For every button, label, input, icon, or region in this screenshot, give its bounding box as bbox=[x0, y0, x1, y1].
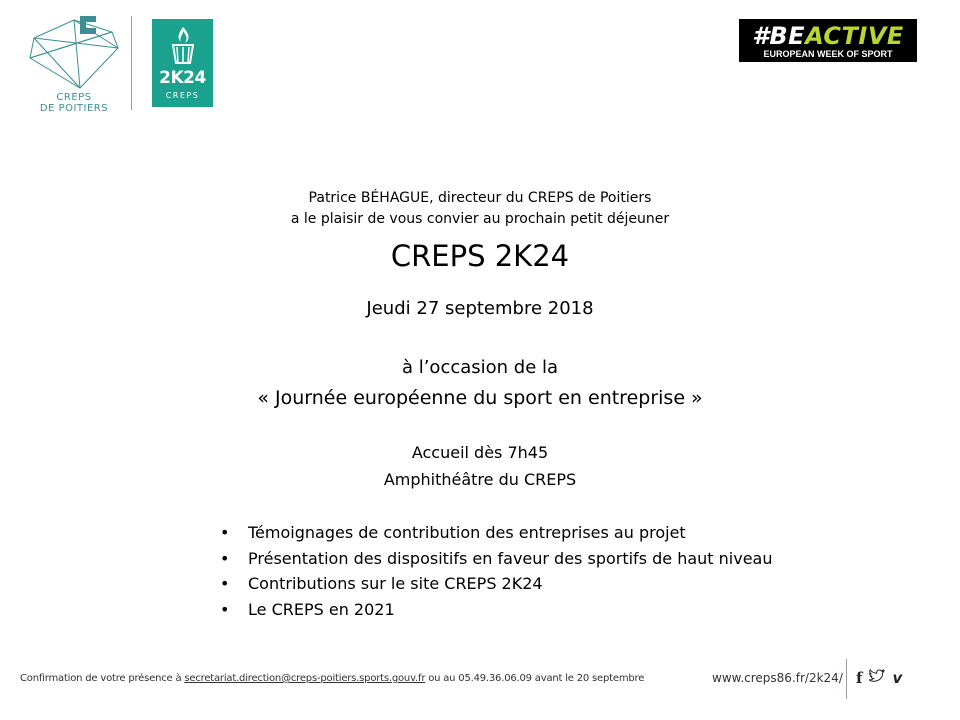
bullet-icon: • bbox=[220, 599, 230, 619]
beactive-title-hash: #BE bbox=[752, 22, 806, 50]
beactive-title-accent: ACTIVE bbox=[805, 22, 904, 50]
creps-logo-line1: CREPS bbox=[56, 92, 92, 103]
intro-line-1: Patrice BÉHAGUE, directeur du CREPS de Poitiers bbox=[308, 190, 652, 206]
event-date: Jeudi 27 septembre 2018 bbox=[366, 298, 594, 319]
agenda-item-text: Le CREPS en 2021 bbox=[248, 599, 395, 619]
vimeo-icon[interactable]: v bbox=[892, 669, 903, 687]
facebook-icon[interactable]: f bbox=[856, 669, 863, 687]
bullet-icon: • bbox=[220, 548, 230, 568]
agenda-item bbox=[218, 520, 772, 546]
logo-divider bbox=[131, 16, 132, 110]
email-link[interactable]: secretariat.direction@creps-poitiers.sports.gouv.fr bbox=[184, 673, 426, 684]
agenda-item-text: Témoignages de contribution des entreprises au projet bbox=[248, 523, 686, 542]
creps-diamond-icon bbox=[26, 14, 122, 92]
twitter-icon[interactable] bbox=[869, 669, 885, 687]
confirmation-suffix: ou au 05.49.36.06.09 avant le 20 septembre bbox=[425, 673, 645, 684]
agenda-item bbox=[218, 597, 772, 623]
occasion-line-2: « Journée européenne du sport en entreprise » bbox=[257, 387, 703, 409]
agenda-item-text: Présentation des dispositifs en faveur des sportifs de haut niveau bbox=[248, 548, 773, 568]
bullet-icon: • bbox=[220, 523, 230, 542]
occasion-line-1: à l’occasion de la bbox=[401, 357, 559, 378]
agenda-item bbox=[218, 546, 772, 572]
footer-divider bbox=[846, 659, 847, 699]
k24-logo-main: 2K24 bbox=[159, 68, 206, 88]
agenda-item bbox=[218, 571, 772, 597]
footer-confirmation bbox=[20, 672, 644, 686]
beactive-subtitle: EUROPEAN WEEK OF SPORT bbox=[763, 49, 893, 59]
k24-logo-sub: CREPS bbox=[165, 91, 200, 100]
agenda-item-text: Contributions sur le site CREPS 2K24 bbox=[248, 574, 543, 593]
bullet-icon: • bbox=[220, 574, 230, 593]
torch-icon bbox=[168, 25, 198, 67]
social-links bbox=[856, 668, 902, 688]
creps-logo-line2: DE POITIERS bbox=[39, 103, 109, 114]
event-title: CREPS 2K24 bbox=[390, 239, 570, 273]
welcome-time: Accueil dès 7h45 bbox=[411, 443, 549, 462]
website-link[interactable]: www.creps86.fr/2k24/ bbox=[712, 671, 843, 685]
beactive-badge bbox=[739, 19, 917, 62]
creps-2k24-logo bbox=[152, 19, 213, 107]
venue: Amphithéâtre du CREPS bbox=[383, 470, 577, 489]
agenda-list bbox=[218, 520, 772, 622]
confirmation-prefix: Confirmation de votre présence à bbox=[20, 673, 185, 684]
intro-line-2: a le plaisir de vous convier au prochain petit déjeuner bbox=[290, 211, 670, 227]
creps-de-poitiers-logo bbox=[26, 14, 122, 114]
beactive-title bbox=[739, 22, 917, 50]
